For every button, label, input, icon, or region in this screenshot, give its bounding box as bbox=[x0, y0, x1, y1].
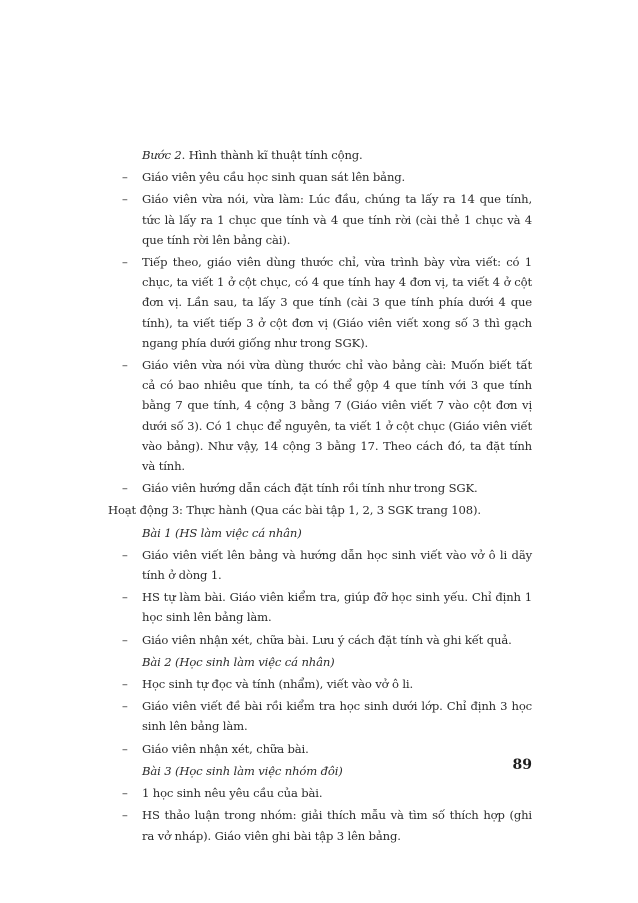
dash-marker: – bbox=[122, 808, 128, 823]
list-item bbox=[108, 805, 532, 845]
list-item bbox=[108, 355, 532, 476]
dash-marker: – bbox=[122, 741, 128, 756]
step-label: Bước 2 bbox=[142, 148, 182, 162]
list-item bbox=[108, 587, 532, 627]
list-item bbox=[108, 783, 532, 803]
page-content bbox=[108, 145, 532, 848]
list-item-text: Học sinh tự đọc và tính (nhẩm), viết vào vở ô li. bbox=[142, 677, 414, 692]
step-title: . Hình thành kĩ thuật tính cộng. bbox=[181, 148, 363, 162]
dash-marker: – bbox=[122, 590, 128, 605]
dash-marker: – bbox=[122, 699, 128, 714]
list-item bbox=[108, 696, 532, 736]
page-number: 89 bbox=[512, 757, 532, 773]
dash-marker: – bbox=[122, 192, 128, 207]
list-item-text: Giáo viên nhận xét, chữa bài. bbox=[142, 741, 309, 756]
list-item-text: Giáo viên yêu cầu học sinh quan sát lên bảng. bbox=[142, 170, 406, 185]
dash-marker: – bbox=[122, 677, 128, 692]
list-item bbox=[108, 167, 532, 187]
step-heading bbox=[108, 145, 532, 165]
dash-marker: – bbox=[122, 358, 128, 373]
exercise-3-heading: Bài 3 (Học sinh làm việc nhóm đôi) bbox=[142, 763, 343, 778]
list-item bbox=[108, 674, 532, 694]
dash-marker: – bbox=[122, 547, 128, 562]
list-item bbox=[108, 478, 532, 498]
list-item-text: HS tự làm bài. Giáo viên kiểm tra, giúp đỡ học sinh yếu. Chỉ định 1 học sinh lên bảng làm. bbox=[142, 590, 532, 625]
exercise-1-heading: Bài 1 (HS làm việc cá nhân) bbox=[142, 525, 302, 540]
dash-marker: – bbox=[122, 786, 128, 801]
list-item-text: Giáo viên vừa nói, vừa làm: Lúc đầu, chúng ta lấy ra 14 que tính, tức là lấy ra 1 chục que tính và 4 que tính rời (cài thẻ 1 chục và 4 que tính rời lên bảng cài). bbox=[142, 192, 532, 247]
list-item-text: Giáo viên nhận xét, chữa bài. Lưu ý cách đặt tính và ghi kết quả. bbox=[142, 632, 512, 647]
dash-marker: – bbox=[122, 255, 128, 270]
list-item-text: Giáo viên viết đề bài rồi kiểm tra học sinh dưới lớp. Chỉ định 3 học sinh lên bảng làm. bbox=[142, 699, 532, 734]
dash-marker: – bbox=[122, 632, 128, 647]
list-item bbox=[108, 189, 532, 250]
dash-marker: – bbox=[122, 170, 128, 185]
list-item-text: Giáo viên hướng dẫn cách đặt tính rồi tính như trong SGK. bbox=[142, 481, 478, 496]
list-item-text: Giáo viên vừa nói vừa dùng thước chỉ vào bảng cài: Muốn biết tất cả có bao nhiêu que tính, ta có thể gộp 4 que tính với 3 que tính bằng 7 que tính, 4 cộng 3 bằng 7 (Giáo viên viết 7 vào cột đơn vị dưới số 3). Có 1 chục để nguyên, ta viết 1 ở cột chục (Giáo viên viết vào bảng). Như vậy, 14 cộng 3 bằng 17. Theo cách đó, ta đặt tính và tính. bbox=[142, 358, 532, 474]
list-item bbox=[108, 630, 532, 650]
list-item bbox=[108, 739, 532, 759]
list-item-text: Giáo viên viết lên bảng và hướng dẫn học sinh viết vào vở ô li dãy tính ở dòng 1. bbox=[142, 547, 532, 583]
list-item-text: HS thảo luận trong nhóm: giải thích mẫu và tìm số thích hợp (ghi ra vở nháp). Giáo viên ghi bài tập 3 lên bảng. bbox=[142, 808, 532, 843]
list-item-text: 1 học sinh nêu yêu cầu của bài. bbox=[142, 786, 323, 801]
list-item bbox=[108, 252, 532, 353]
list-item bbox=[108, 545, 532, 585]
dash-marker: – bbox=[122, 481, 128, 496]
list-item-text: Tiếp theo, giáo viên dùng thước chỉ, vừa trình bày vừa viết: có 1 chục, ta viết 1 ở cột chục, có 4 que tính hay 4 đơn vị, ta viết 4 ở cột đơn vị. Lần sau, ta lấy 3 que tính (cài 3 que tính phía dưới 4 que tính), ta viết tiếp 3 ở cột đơn vị (Giáo viên viết xong số 3 thì gạch ngang phía dưới giống như trong SGK). bbox=[142, 255, 532, 350]
exercise-2-heading: Bài 2 (Học sinh làm việc cá nhân) bbox=[142, 654, 335, 669]
activity-heading: Hoạt động 3: Thực hành (Qua các bài tập 1, 2, 3 SGK trang 108). bbox=[108, 503, 481, 518]
